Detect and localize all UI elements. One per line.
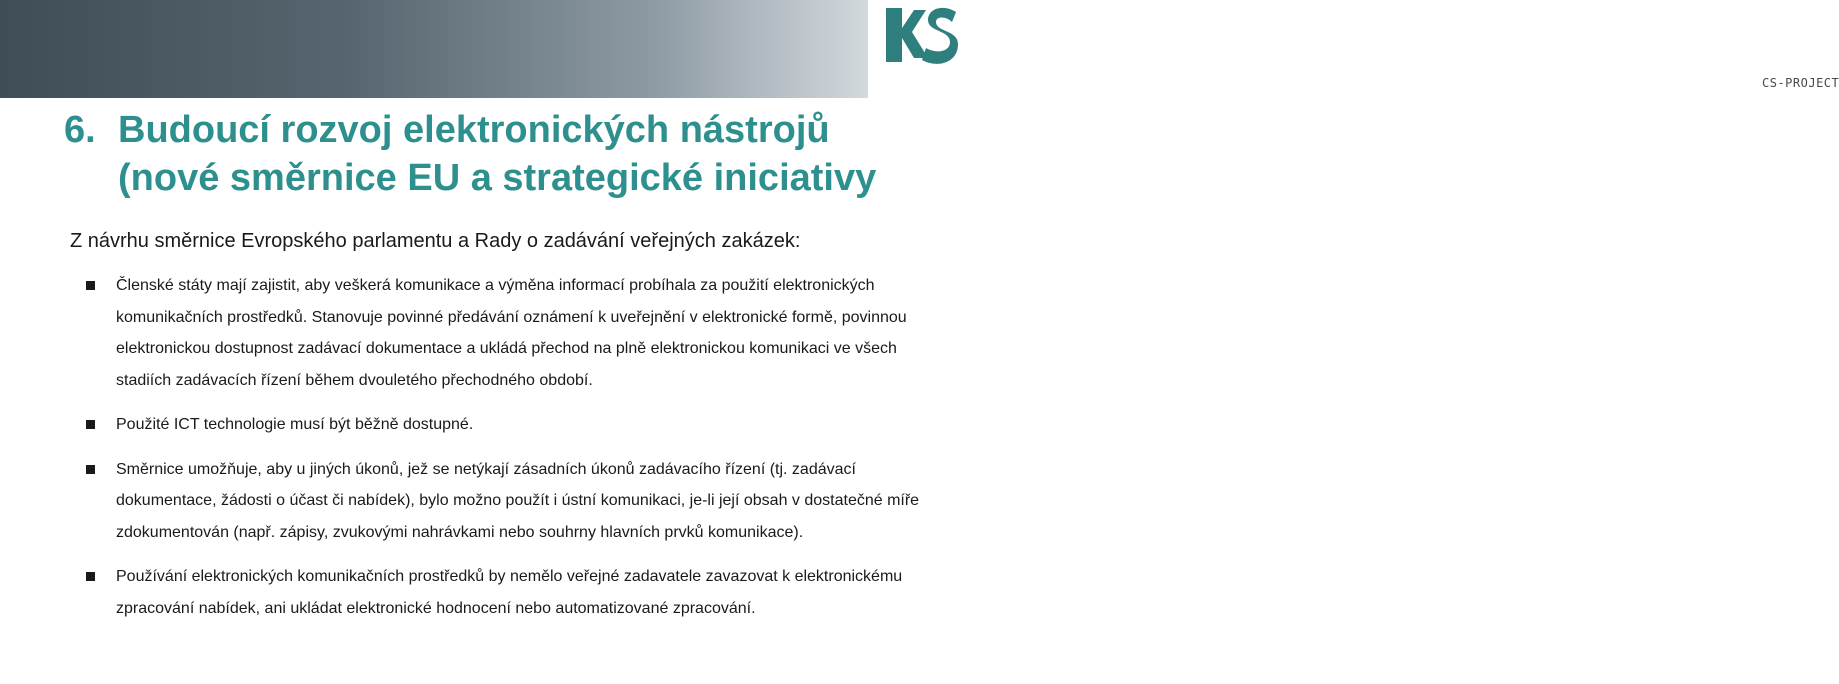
list-item bbox=[86, 454, 946, 549]
cs-project-logo bbox=[878, 2, 1839, 98]
square-bullet-icon bbox=[86, 281, 95, 290]
title-number: 6. bbox=[64, 109, 96, 151]
title-line-1: Budoucí rozvoj elektronických nástrojů bbox=[118, 109, 830, 151]
intro-text: Z návrhu směrnice Evropského parlamentu a Rady o zadávání veřejných zakázek: bbox=[70, 230, 801, 252]
square-bullet-icon bbox=[86, 420, 95, 429]
list-item bbox=[86, 409, 946, 441]
bullet-list bbox=[86, 270, 946, 637]
logo-text: CS-PROJECT bbox=[1762, 76, 1839, 90]
list-item-text: Používání elektronických komunikačních prostředků by nemělo veřejné zadavatele zavazovat k elektronickému zpracování nabídek, ani ukládat elektronické hodnocení nebo automatizované zpracování. bbox=[116, 568, 903, 617]
square-bullet-icon bbox=[86, 572, 95, 581]
header-bar bbox=[0, 0, 868, 98]
list-item-text: Použité ICT technologie musí být běžně dostupné. bbox=[116, 416, 474, 433]
list-item-text: Směrnice umožňuje, aby u jiných úkonů, jež se netýkají zásadních úkonů zadávacího řízení (tj. zadávací dokumentace, žádosti o účast či nabídek), bylo možno použít i ústní komunikaci, je-li její obsah v dostatečné míře zdokumentován (např. zápisy, zvukovými nahrávkami nebo souhrny hlavních prvků komunikace). bbox=[116, 460, 920, 541]
square-bullet-icon bbox=[86, 465, 95, 474]
list-item-text: Členské státy mají zajistit, aby veškerá komunikace a výměna informací probíhala za použití elektronických komunikačních prostředků. Stanovuje povinné předávání oznámení k uveřejnění v elektronické formě, povinnou elektronickou dostupnost zadávací dokumentace a ukládá přechod na plně elektronickou komunikaci ve všech stadiích zadávacích řízení během dvouletého přechodného období. bbox=[116, 277, 907, 389]
logo-mark-icon bbox=[878, 2, 960, 72]
page-title bbox=[64, 106, 934, 202]
list-item bbox=[86, 561, 946, 624]
title-line-2: (nové směrnice EU a strategické iniciativy bbox=[118, 157, 877, 199]
list-item bbox=[86, 270, 946, 396]
